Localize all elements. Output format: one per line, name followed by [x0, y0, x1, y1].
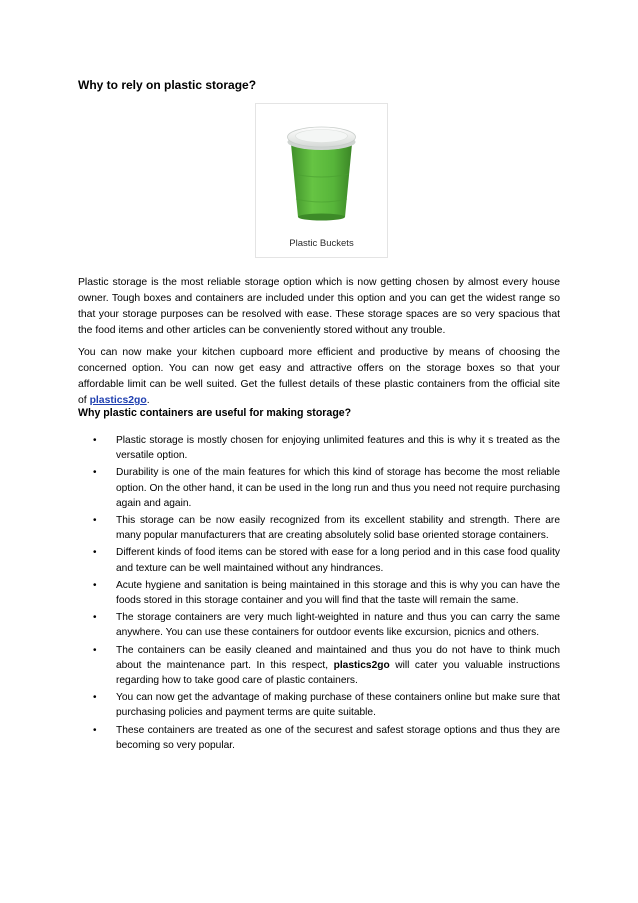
benefits-list [78, 433, 560, 755]
list-item-text: You can now get the advantage of making purchase of these containers online but make sure that purchasing policies and payment terms are quite suitable. [116, 692, 560, 719]
list-item [78, 643, 560, 689]
list-item [78, 690, 560, 720]
bullet-icon: • [93, 612, 97, 624]
list-item-text: The storage containers are very much light-weighted in nature and thus you can carry the same anywhere. You can use these containers for outdoor events like excursion, picnics and others. [116, 612, 560, 639]
list-item [78, 610, 560, 640]
bullet-icon: • [93, 644, 97, 656]
list-item-text: The containers can be easily cleaned and maintained and thus you do not have to think much about the maintenance part. In this respect, [116, 644, 560, 671]
brand-name: plastics2go [333, 659, 390, 671]
list-item [78, 578, 560, 608]
bucket-body [291, 144, 352, 220]
plastic-bucket-illustration [256, 104, 387, 234]
offer-paragraph-end: . [146, 395, 150, 406]
intro-paragraph: Plastic storage is the most reliable storage option which is now getting chosen by almost every house owner. Tough boxes and containers are included under this option and you can get the widest range so that your storage purposes can be resolved with ease. These storage spaces are so very spacious that the food items and other articles can be conveniently stored without any trouble. [78, 277, 560, 336]
product-image [255, 103, 388, 258]
list-item-text: Durability is one of the main features for which this kind of storage has become the most reliable option. On the other hand, it can be used in the long run and thus you need not require purchasing again and again. [116, 467, 560, 509]
list-item-text: Different kinds of food items can be stored with ease for a long period and in this case food quality and texture can be well maintained without any hindrances. [116, 547, 560, 574]
list-item [78, 723, 560, 753]
bullet-icon: • [93, 724, 97, 736]
page-title: Why to rely on plastic storage? [78, 78, 257, 92]
plastics2go-link[interactable]: plastics2go [89, 395, 147, 406]
list-item [78, 433, 560, 463]
list-item-text: will cater you valuable instructions regarding how to take good care of plastic containers. [116, 659, 560, 687]
list-item-text: These containers are treated as one of the securest and safest storage options and thus they are becoming so very popular. [116, 724, 560, 751]
image-caption: Plastic Buckets [289, 238, 354, 249]
offer-paragraph [78, 345, 560, 409]
section-heading: Why plastic containers are useful for making storage? [78, 407, 352, 419]
bullet-icon: • [93, 467, 97, 479]
list-item [78, 545, 560, 575]
bullet-icon: • [93, 692, 97, 704]
list-item-text: Acute hygiene and sanitation is being maintained in this storage and this is why you can have the foods stored in this storage container and you will find that the taste will remain the same. [116, 579, 560, 607]
bullet-icon: • [93, 435, 97, 446]
list-item [78, 465, 560, 511]
bullet-icon: • [93, 547, 97, 559]
list-item-text: This storage can be now easily recognized from its excellent stability and strength. There are many popular manufacturers that are creating absolutely solid base oriented storage containers. [116, 515, 560, 542]
bullet-icon: • [93, 515, 97, 527]
list-item [78, 513, 560, 543]
offer-paragraph-text: You can now make your kitchen cupboard more efficient and productive by means of choosing the concerned option. You can now get easy and attractive offers on the storage boxes so that your affordable limit can be well suited. Get the fullest details of these plastic containers from the official site of [78, 347, 560, 406]
bucket-lid-top [296, 130, 348, 143]
bucket-base [298, 214, 345, 221]
bullet-icon: • [93, 579, 97, 591]
list-item-text: Plastic storage is mostly chosen for enjoying unlimited features and this is why it s treated as the versatile option. [116, 435, 560, 462]
